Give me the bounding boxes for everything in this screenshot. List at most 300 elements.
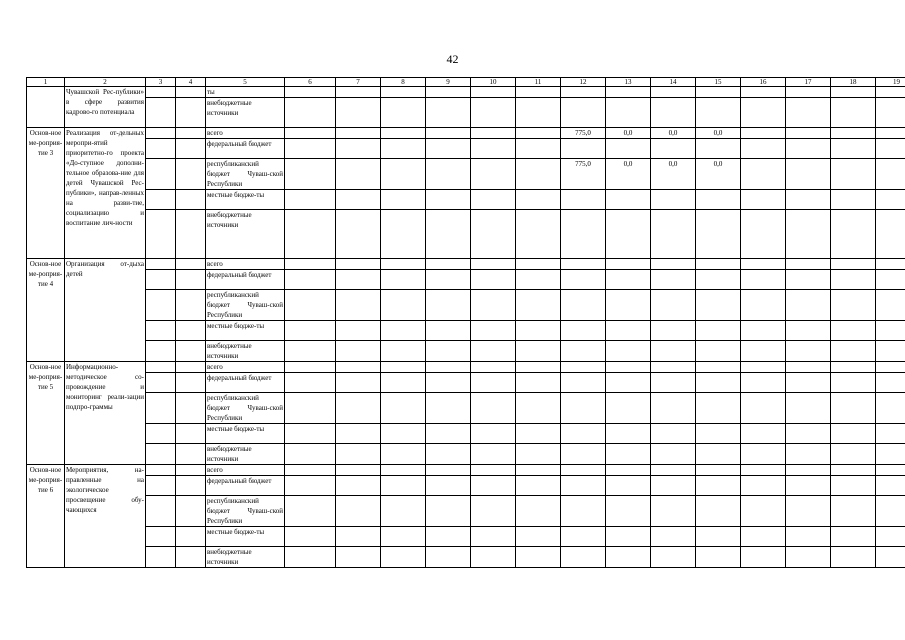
value-cell — [741, 496, 786, 527]
value-cell — [516, 210, 561, 259]
value-cell — [381, 465, 426, 476]
value-cell — [381, 128, 426, 139]
value-cell — [471, 465, 516, 476]
header-cell: 6 — [285, 78, 336, 87]
page-number: 42 — [446, 52, 459, 66]
value-cell — [285, 476, 336, 496]
value-cell — [516, 496, 561, 527]
value-cell: 775,0 — [561, 159, 606, 190]
value-cell — [285, 393, 336, 424]
value-cell — [741, 128, 786, 139]
value-cell — [336, 270, 381, 290]
funding-source-cell: всего — [206, 259, 285, 270]
value-cell — [651, 393, 696, 424]
value-cell — [471, 98, 516, 128]
value-cell — [426, 373, 471, 393]
value-cell — [786, 270, 831, 290]
value-cell: 775,0 — [561, 128, 606, 139]
table-row — [27, 190, 905, 210]
value-cell — [285, 210, 336, 259]
value-cell — [651, 465, 696, 476]
value-cell — [651, 190, 696, 210]
value-cell — [285, 547, 336, 568]
value-cell — [831, 547, 876, 568]
value-cell — [471, 190, 516, 210]
value-cell — [146, 139, 176, 159]
value-cell — [426, 139, 471, 159]
value-cell — [831, 476, 876, 496]
value-cell — [696, 259, 741, 270]
value-cell — [606, 424, 651, 444]
value-cell — [146, 424, 176, 444]
value-cell — [176, 496, 206, 527]
header-cell: 7 — [336, 78, 381, 87]
value-cell — [606, 321, 651, 341]
value-cell — [831, 424, 876, 444]
table-row — [27, 270, 905, 290]
value-cell — [426, 527, 471, 547]
value-cell — [146, 270, 176, 290]
value-cell — [516, 128, 561, 139]
value-cell — [696, 527, 741, 547]
value-cell — [561, 210, 606, 259]
value-cell — [471, 270, 516, 290]
value-cell — [516, 159, 561, 190]
value-cell — [426, 210, 471, 259]
value-cell — [651, 139, 696, 159]
value-cell — [176, 139, 206, 159]
value-cell — [146, 444, 176, 465]
value-cell — [176, 190, 206, 210]
value-cell — [696, 321, 741, 341]
value-cell — [381, 341, 426, 362]
value-cell — [285, 341, 336, 362]
value-cell — [285, 128, 336, 139]
value-cell — [651, 527, 696, 547]
header-cell: 13 — [606, 78, 651, 87]
value-cell — [146, 547, 176, 568]
value-cell — [336, 190, 381, 210]
value-cell — [176, 210, 206, 259]
value-cell — [876, 87, 905, 98]
value-cell — [471, 527, 516, 547]
value-cell — [696, 210, 741, 259]
value-cell — [146, 496, 176, 527]
value-cell — [876, 465, 905, 476]
funding-source-cell: местные бюдже-ты — [206, 321, 285, 341]
value-cell — [876, 128, 905, 139]
value-cell — [516, 424, 561, 444]
table-row — [27, 139, 905, 159]
value-cell — [336, 547, 381, 568]
header-cell: 4 — [176, 78, 206, 87]
funding-source-cell: федеральный бюджет — [206, 373, 285, 393]
value-cell — [516, 341, 561, 362]
value-cell — [516, 547, 561, 568]
value-cell — [176, 341, 206, 362]
value-cell — [786, 373, 831, 393]
value-cell — [651, 373, 696, 393]
value-cell — [471, 259, 516, 270]
value-cell — [876, 424, 905, 444]
value-cell — [831, 373, 876, 393]
value-cell — [741, 444, 786, 465]
value-cell — [516, 190, 561, 210]
value-cell — [786, 476, 831, 496]
table-row — [27, 373, 905, 393]
funding-source-cell: внебюджетные источники — [206, 444, 285, 465]
value-cell — [426, 496, 471, 527]
value-cell — [381, 210, 426, 259]
value-cell — [285, 444, 336, 465]
value-cell — [285, 139, 336, 159]
value-cell — [831, 87, 876, 98]
value-cell — [786, 139, 831, 159]
value-cell — [336, 321, 381, 341]
value-cell — [146, 476, 176, 496]
value-cell — [285, 270, 336, 290]
value-cell — [336, 373, 381, 393]
value-cell — [176, 373, 206, 393]
value-cell — [741, 321, 786, 341]
value-cell — [786, 496, 831, 527]
value-cell — [471, 476, 516, 496]
value-cell — [146, 87, 176, 98]
value-cell — [146, 259, 176, 270]
value-cell — [876, 393, 905, 424]
value-cell — [696, 547, 741, 568]
value-cell — [146, 341, 176, 362]
value-cell: 0,0 — [606, 128, 651, 139]
value-cell — [336, 393, 381, 424]
value-cell — [741, 393, 786, 424]
value-cell — [426, 128, 471, 139]
funding-source-cell: всего — [206, 362, 285, 373]
value-cell — [426, 87, 471, 98]
value-cell — [786, 321, 831, 341]
value-cell — [426, 321, 471, 341]
value-cell — [696, 190, 741, 210]
value-cell — [176, 321, 206, 341]
value-cell — [786, 527, 831, 547]
value-cell — [786, 424, 831, 444]
value-cell — [381, 139, 426, 159]
value-cell — [146, 465, 176, 476]
value-cell — [516, 139, 561, 159]
value-cell — [876, 341, 905, 362]
value-cell — [876, 139, 905, 159]
value-cell — [561, 190, 606, 210]
activity-code-cell: Основ-ное ме-роприя-тие 4 — [27, 259, 65, 362]
activity-code-cell — [27, 87, 65, 128]
value-cell — [561, 496, 606, 527]
activity-name-cell: Чувашской Рес-публики» в сфере развития кадрово-го потенциала — [65, 87, 146, 128]
value-cell — [146, 159, 176, 190]
table-row — [27, 210, 905, 259]
value-cell — [471, 321, 516, 341]
funding-source-cell: местные бюдже-ты — [206, 190, 285, 210]
value-cell — [146, 321, 176, 341]
value-cell — [606, 341, 651, 362]
value-cell: 0,0 — [696, 159, 741, 190]
value-cell — [285, 496, 336, 527]
value-cell — [516, 465, 561, 476]
table-row — [27, 476, 905, 496]
value-cell — [786, 128, 831, 139]
table-row — [27, 393, 905, 424]
value-cell — [831, 496, 876, 527]
value-cell — [651, 362, 696, 373]
value-cell — [606, 465, 651, 476]
activity-name-cell: Информационно-методическое со-провождение и мониторинг реали-зации подпро-граммы — [65, 362, 146, 465]
value-cell — [336, 341, 381, 362]
value-cell — [285, 259, 336, 270]
value-cell — [561, 98, 606, 128]
value-cell — [561, 139, 606, 159]
value-cell — [831, 393, 876, 424]
value-cell — [741, 259, 786, 270]
value-cell — [176, 444, 206, 465]
value-cell — [831, 341, 876, 362]
funding-source-cell: всего — [206, 128, 285, 139]
value-cell — [651, 424, 696, 444]
value-cell — [561, 259, 606, 270]
value-cell — [741, 159, 786, 190]
value-cell — [471, 87, 516, 98]
value-cell — [426, 98, 471, 128]
value-cell — [606, 393, 651, 424]
value-cell — [786, 444, 831, 465]
value-cell — [651, 341, 696, 362]
value-cell — [696, 341, 741, 362]
value-cell — [696, 424, 741, 444]
activity-code-cell: Основ-ное ме-роприя-тие 3 — [27, 128, 65, 259]
value-cell — [471, 139, 516, 159]
value-cell — [426, 270, 471, 290]
value-cell — [426, 290, 471, 321]
header-cell: 9 — [426, 78, 471, 87]
value-cell — [176, 465, 206, 476]
value-cell — [831, 139, 876, 159]
table-row — [27, 465, 905, 476]
value-cell — [381, 270, 426, 290]
value-cell — [381, 98, 426, 128]
value-cell — [741, 290, 786, 321]
value-cell — [381, 527, 426, 547]
activity-name-cell: Реализация от-дельных меропри-ятий приоритетно-го проекта «До-ступное дополни-тельное образова-ние для детей Чувашской Рес-публики», направ-ленных на разви-тие, социализацию и воспитание лич-ности — [65, 128, 146, 259]
table-row — [27, 98, 905, 128]
value-cell — [606, 476, 651, 496]
value-cell — [561, 362, 606, 373]
header-cell: 18 — [831, 78, 876, 87]
value-cell — [606, 496, 651, 527]
value-cell — [146, 128, 176, 139]
activity-code-cell: Основ-ное ме-роприя-тие 5 — [27, 362, 65, 465]
value-cell — [381, 159, 426, 190]
value-cell — [831, 98, 876, 128]
value-cell — [651, 98, 696, 128]
funding-source-cell: ты — [206, 87, 285, 98]
value-cell — [606, 190, 651, 210]
value-cell — [651, 290, 696, 321]
funding-source-cell: внебюджетные источники — [206, 547, 285, 568]
table-row — [27, 362, 905, 373]
budget-table — [26, 77, 905, 568]
table-row — [27, 128, 905, 139]
value-cell — [336, 159, 381, 190]
header-cell: 15 — [696, 78, 741, 87]
value-cell: 0,0 — [651, 128, 696, 139]
value-cell: 0,0 — [606, 159, 651, 190]
value-cell — [146, 290, 176, 321]
funding-source-cell: федеральный бюджет — [206, 270, 285, 290]
value-cell — [786, 290, 831, 321]
value-cell — [381, 393, 426, 424]
value-cell — [606, 87, 651, 98]
funding-source-cell: республиканский бюджет Чуваш-ской Республики — [207, 497, 283, 525]
value-cell — [426, 259, 471, 270]
value-cell — [696, 362, 741, 373]
value-cell — [651, 547, 696, 568]
value-cell — [606, 547, 651, 568]
activity-code-cell: Основ-ное ме-роприя-тие 6 — [27, 465, 65, 568]
value-cell — [471, 362, 516, 373]
header-cell: 5 — [206, 78, 285, 87]
value-cell — [876, 159, 905, 190]
value-cell — [176, 476, 206, 496]
value-cell — [696, 270, 741, 290]
value-cell — [285, 190, 336, 210]
value-cell — [561, 321, 606, 341]
value-cell — [426, 444, 471, 465]
value-cell — [606, 139, 651, 159]
table-row — [27, 259, 905, 270]
value-cell — [336, 444, 381, 465]
value-cell — [696, 373, 741, 393]
value-cell — [786, 393, 831, 424]
value-cell — [786, 98, 831, 128]
value-cell — [831, 259, 876, 270]
value-cell — [786, 87, 831, 98]
funding-source-cell: местные бюдже-ты — [206, 527, 285, 547]
table-row — [27, 159, 905, 190]
value-cell — [561, 290, 606, 321]
value-cell: 0,0 — [651, 159, 696, 190]
value-cell — [606, 444, 651, 465]
value-cell — [741, 527, 786, 547]
value-cell — [876, 210, 905, 259]
value-cell — [696, 290, 741, 321]
value-cell — [696, 444, 741, 465]
value-cell — [471, 341, 516, 362]
funding-source-cell: федеральный бюджет — [206, 139, 285, 159]
value-cell — [471, 373, 516, 393]
value-cell — [516, 393, 561, 424]
value-cell — [176, 290, 206, 321]
activity-name-cell: Организация от-дыха детей — [65, 259, 146, 362]
value-cell — [176, 98, 206, 128]
value-cell — [651, 476, 696, 496]
value-cell — [336, 362, 381, 373]
value-cell — [786, 341, 831, 362]
value-cell — [741, 190, 786, 210]
table-row — [27, 527, 905, 547]
header-cell: 14 — [651, 78, 696, 87]
value-cell — [741, 341, 786, 362]
value-cell — [381, 496, 426, 527]
value-cell — [741, 424, 786, 444]
table-row — [27, 424, 905, 444]
value-cell — [696, 465, 741, 476]
value-cell — [786, 547, 831, 568]
value-cell — [561, 424, 606, 444]
value-cell — [696, 496, 741, 527]
activity-name-cell: Мероприятия, на-правленные на экологическое просвещение обу-чающихся — [65, 465, 146, 568]
value-cell — [426, 159, 471, 190]
value-cell — [561, 87, 606, 98]
value-cell — [651, 444, 696, 465]
header-cell: 17 — [786, 78, 831, 87]
value-cell — [876, 547, 905, 568]
funding-source-cell: всего — [206, 465, 285, 476]
value-cell — [876, 290, 905, 321]
value-cell — [426, 476, 471, 496]
value-cell — [831, 465, 876, 476]
value-cell — [786, 190, 831, 210]
value-cell — [285, 424, 336, 444]
value-cell — [146, 362, 176, 373]
value-cell — [516, 87, 561, 98]
value-cell — [336, 98, 381, 128]
funding-source-cell: федеральный бюджет — [206, 476, 285, 496]
value-cell — [176, 87, 206, 98]
value-cell — [561, 465, 606, 476]
value-cell — [336, 465, 381, 476]
value-cell — [606, 210, 651, 259]
value-cell — [381, 290, 426, 321]
header-cell: 19 — [876, 78, 905, 87]
table-row — [27, 496, 905, 527]
funding-source-cell: республиканский бюджет Чуваш-ской Республики — [207, 291, 283, 319]
value-cell — [876, 527, 905, 547]
value-cell — [381, 321, 426, 341]
value-cell — [471, 210, 516, 259]
value-cell — [561, 476, 606, 496]
value-cell — [516, 444, 561, 465]
header-row — [27, 78, 905, 87]
value-cell — [876, 321, 905, 341]
value-cell — [561, 547, 606, 568]
value-cell — [831, 128, 876, 139]
value-cell — [381, 259, 426, 270]
value-cell — [561, 373, 606, 393]
value-cell — [285, 290, 336, 321]
value-cell — [741, 270, 786, 290]
header-cell: 12 — [561, 78, 606, 87]
value-cell — [786, 159, 831, 190]
header-cell: 8 — [381, 78, 426, 87]
value-cell — [426, 190, 471, 210]
value-cell — [146, 373, 176, 393]
value-cell — [516, 321, 561, 341]
value-cell — [741, 465, 786, 476]
value-cell — [176, 527, 206, 547]
header-cell: 3 — [146, 78, 176, 87]
value-cell — [471, 128, 516, 139]
funding-source-cell: республиканский бюджет Чуваш-ской Республики — [207, 160, 283, 188]
value-cell — [381, 444, 426, 465]
value-cell — [651, 270, 696, 290]
